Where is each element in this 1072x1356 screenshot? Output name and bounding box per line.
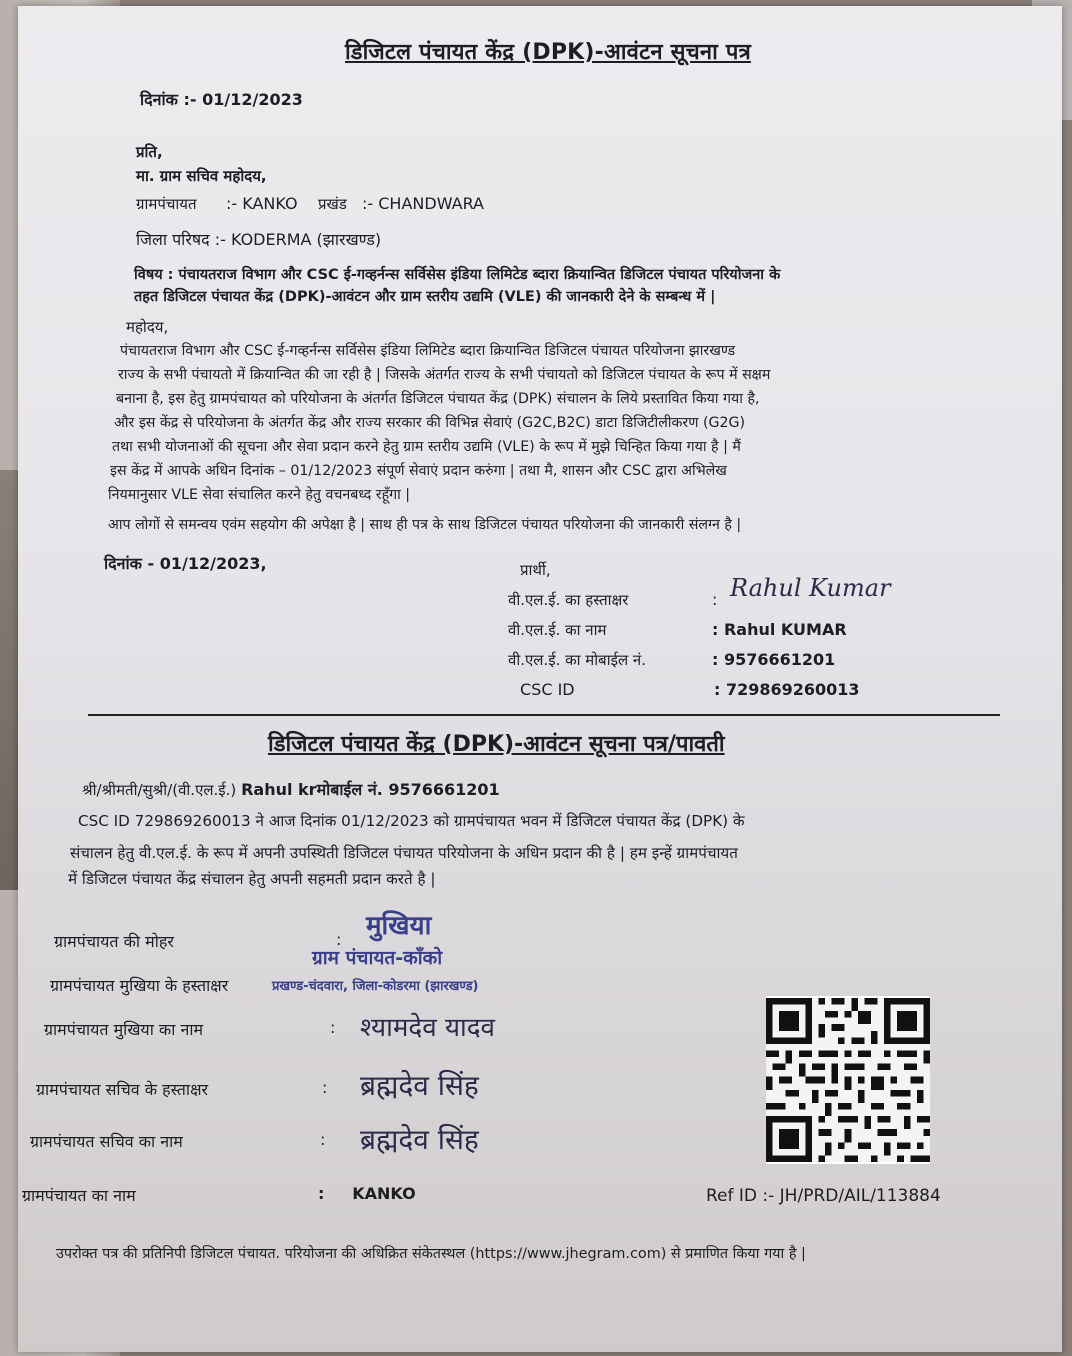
receipt-title-wrap [268, 728, 725, 758]
receipt-line-2: संचालन हेतु वी.एल.ई. के रूप में अपनी उपस्थिती डिजिटल पंचायत परियोजना के अधिन प्रदान की है | हम इन्हें ग्रामपंचायत [70, 844, 738, 862]
letter-date: दिनांक :- 01/12/2023 [140, 90, 303, 109]
stamp-gram-panchayat: ग्राम पंचायत-काँको [312, 947, 443, 969]
sachiv-name-colon: : [320, 1130, 326, 1149]
vle-signature: Rahul Kumar [730, 574, 891, 602]
vle-sign-colon: : [712, 590, 718, 609]
receipt-title: डिजिटल पंचायत केंद्र (DPK)-आवंटन सूचना पत्र/पावती [268, 732, 725, 757]
vle-sign-label: वी.एल.ई. का हस्ताक्षर [508, 591, 629, 609]
seal-label: ग्रामपंचायत की मोहर [54, 932, 174, 951]
body-line: पंचायतराज विभाग और CSC ई-गव्हर्नन्स सर्विसेस इंडिया लिमिटेड ब्दारा क्रियान्वित डिजिटल पंचायत परियोजना झारखण्ड [120, 343, 736, 359]
recipient-gp-value: :- KANKO [226, 194, 298, 213]
receipt-line-3: में डिजिटल पंचायत केंद्र संचालन हेतु अपनी सहमती प्रदान करते है | [68, 870, 436, 888]
body-line: और इस केंद्र से परियोजना के अंतर्गत केंद्र और राज्य सरकार की विभिन्न सेवाएं (G2C,B2C) डाटा डिजिटीलीकरण (G2G) [114, 415, 746, 431]
receipt-name: Rahul kr [241, 780, 317, 799]
recipient-district: जिला परिषद :- KODERMA (झारखण्ड) [136, 230, 382, 249]
qr-code-icon [766, 996, 930, 1164]
recipient-block-value: :- CHANDWARA [362, 194, 484, 213]
recipient-to: मा. ग्राम सचिव महोदय, [136, 167, 267, 185]
salutation: महोदय, [126, 318, 169, 336]
seal-colon: : [336, 930, 342, 949]
body-line: तथा सभी योजनाओं की सूचना और सेवा प्रदान करने हेतु ग्राम स्तरीय उद्यमि (VLE) के रूप में मुझे चिन्हित किया गया है | मैं [112, 439, 741, 455]
recipient-block-label: प्रखंड [318, 195, 347, 213]
mukhiya-name-handwritten: श्यामदेव यादव [360, 1013, 496, 1043]
vle-mobile-value: : 9576661201 [712, 650, 836, 669]
gp-name-label: ग्रामपंचायत का नाम [22, 1186, 136, 1205]
gp-name-value: : KANKO [318, 1184, 416, 1203]
stamp-address: प्रखण्ड-चंदवारा, जिला-कोडरमा (झारखण्ड) [272, 979, 479, 994]
receipt-line-1 [82, 778, 500, 800]
ref-id: Ref ID :- JH/PRD/AIL/113884 [706, 1186, 941, 1206]
body-line: नियमानुसार VLE सेवा संचालित करने हेतु वचनबध्द रहूँगा | [108, 487, 411, 503]
recipient-prati: प्रति, [136, 143, 163, 161]
applicant-date: दिनांक - 01/12/2023, [104, 554, 267, 573]
sachiv-name-handwritten: ब्रह्मदेव सिंह [360, 1123, 479, 1156]
footer-note: उपरोक्त पत्र की प्रतिनिपी डिजिटल पंचायत. परियोजना की अधिक्रित संकेतस्थल (https://www.jhegram.com) से प्रमाणित किया गया है | [56, 1246, 806, 1262]
mukhiya-sign-label: ग्रामपंचायत मुखिया के हस्ताक्षर [50, 976, 229, 995]
mukhiya-name-colon: : [330, 1018, 336, 1037]
receipt-mobile: मोबाईल नं. 9576661201 [316, 780, 500, 799]
vle-name-value: : Rahul KUMAR [712, 620, 847, 639]
sachiv-name-label: ग्रामपंचायत सचिव का नाम [30, 1132, 183, 1151]
body-closing: आप लोगों से समन्वय एवंम सहयोग की अपेक्षा है | साथ ही पत्र के साथ डिजिटल पंचायत परियोजना की जानकारी संलग्न है | [108, 517, 742, 533]
subject-line-2: तहत डिजिटल पंचायत केंद्र (DPK)-आवंटन और ग्राम स्तरीय उद्यमि (VLE) की जानकारी देने के सम्बन्ध में | [134, 289, 716, 305]
letter-title: डिजिटल पंचायत केंद्र (DPK)-आवंटन सूचना पत्र [345, 40, 751, 65]
section-divider [88, 714, 1000, 716]
receipt-csc-line: CSC ID 729869260013 ने आज दिनांक 01/12/2023 को ग्रामपंचायत भवन में डिजिटल पंचायत केंद्र (DPK) के [78, 812, 745, 830]
body-line: इस केंद्र में आपके अधिन दिनांक – 01/12/2023 संपूर्ण सेवाएं प्रदान करुंगा | तथा मै, शासन और CSC द्वारा अभिलेख [110, 463, 727, 479]
subject-line-1: विषय : पंचायतराज विभाग और CSC ई-गव्हर्नन्स सर्विसेस इंडिया लिमिटेड ब्दारा क्रियान्वित डिजिटल पंचायत परियोजना के [134, 267, 781, 283]
sachiv-signature: ब्रह्मदेव सिंह [360, 1069, 479, 1102]
recipient-gp-label: ग्रामपंचायत [136, 195, 197, 213]
csc-id-value: : 729869260013 [714, 680, 860, 699]
mukhiya-name-label: ग्रामपंचायत मुखिया का नाम [44, 1020, 204, 1039]
stamp-mukhiya: मुखिया [366, 911, 432, 941]
vle-name-label: वी.एल.ई. का नाम [508, 621, 607, 639]
applicant-prarthi: प्रार्थी, [520, 561, 551, 579]
sachiv-sign-colon: : [322, 1078, 328, 1097]
csc-id-label: CSC ID [520, 680, 575, 699]
body-line: राज्य के सभी पंचायतो में क्रियान्वित की जा रही है | जिसके अंतर्गत राज्य के सभी पंचायतो को डिजिटल पंचायत के रूप में सक्षम [118, 367, 771, 383]
sachiv-sign-label: ग्रामपंचायत सचिव के हस्ताक्षर [36, 1080, 209, 1099]
vle-mobile-label: वी.एल.ई. का मोबाईल नं. [508, 651, 647, 669]
body-line: बनाना है, इस हेतु ग्रामपंचायत को परियोजना के अंतर्गत डिजिटल पंचायत केंद्र (DPK) संचालन के लिये प्रस्तावित किया गया है, [116, 391, 760, 407]
receipt-prefix: श्री/श्रीमती/सुश्री/(वी.एल.ई.) [82, 781, 237, 799]
